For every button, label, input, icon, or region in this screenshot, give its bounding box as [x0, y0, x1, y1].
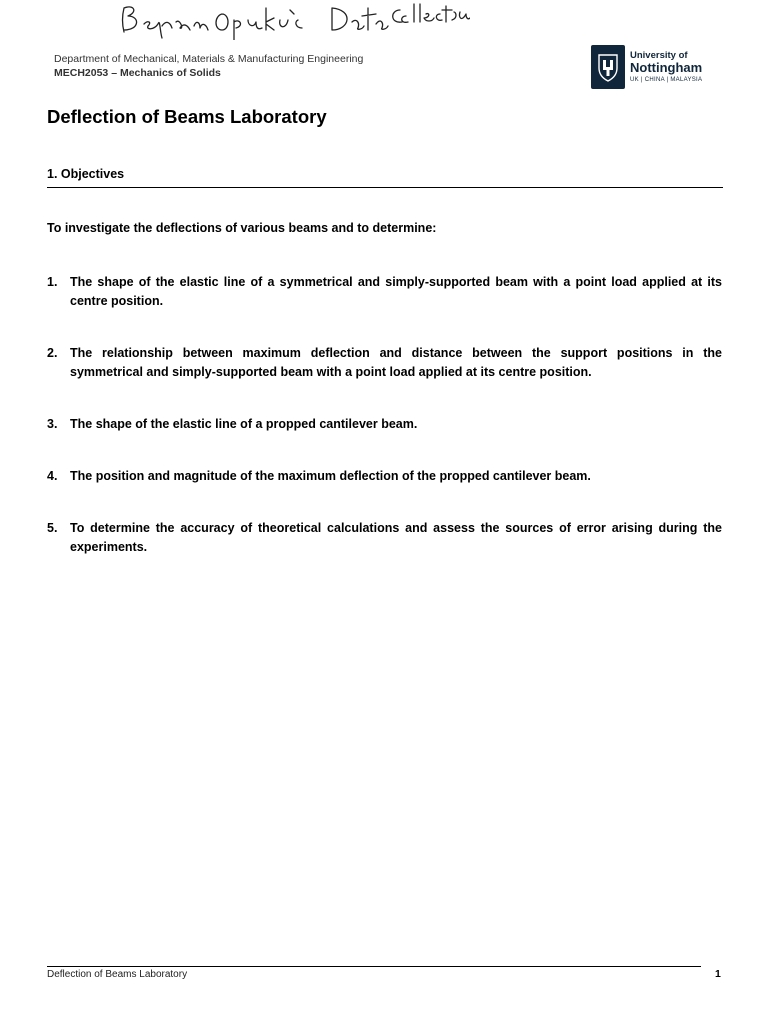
objective-number: 3. — [47, 417, 58, 431]
objective-text: The shape of the elastic line of a symmetrical and simply-supported beam with a point load applied at its centre position. — [70, 275, 722, 308]
crest-icon — [591, 45, 625, 89]
objective-text: The relationship between maximum deflection and distance between the support positions in the symmetrical and simply-supported beam with a point load applied at its centre position. — [70, 346, 722, 379]
section-heading: 1. Objectives — [47, 167, 723, 188]
objective-text: To determine the accuracy of theoretical calculations and assess the sources of error arising during the experiments. — [70, 521, 722, 554]
objective-item — [47, 519, 722, 557]
department-header — [54, 52, 363, 80]
university-logo — [591, 44, 721, 90]
logo-line-2: Nottingham — [630, 60, 703, 76]
footer-title: Deflection of Beams Laboratory — [47, 969, 188, 980]
logo-line-1: University of — [630, 49, 688, 61]
objective-item — [47, 467, 722, 519]
page-number: 1 — [715, 968, 721, 980]
objective-number: 2. — [47, 346, 58, 360]
course-code: MECH2053 – Mechanics of Solids — [54, 67, 221, 79]
department-name: Department of Mechanical, Materials & Manufacturing Engineering — [54, 53, 364, 65]
objective-item — [47, 344, 722, 415]
objectives-list — [47, 273, 722, 557]
footer-divider — [47, 966, 701, 967]
objective-number: 4. — [47, 469, 58, 483]
objective-item — [47, 273, 722, 325]
handwritten-note — [110, 0, 470, 40]
objective-number: 1. — [47, 275, 58, 289]
objective-number: 5. — [47, 521, 58, 535]
objective-text: The position and magnitude of the maximum deflection of the propped cantilever beam. — [70, 469, 591, 483]
objective-item — [47, 415, 722, 467]
document-title: Deflection of Beams Laboratory — [47, 106, 327, 127]
objective-text: The shape of the elastic line of a propped cantilever beam. — [70, 417, 418, 431]
intro-text: To investigate the deflections of various beams and to determine: — [47, 221, 437, 235]
logo-line-3: UK | CHINA | MALAYSIA — [630, 77, 703, 84]
